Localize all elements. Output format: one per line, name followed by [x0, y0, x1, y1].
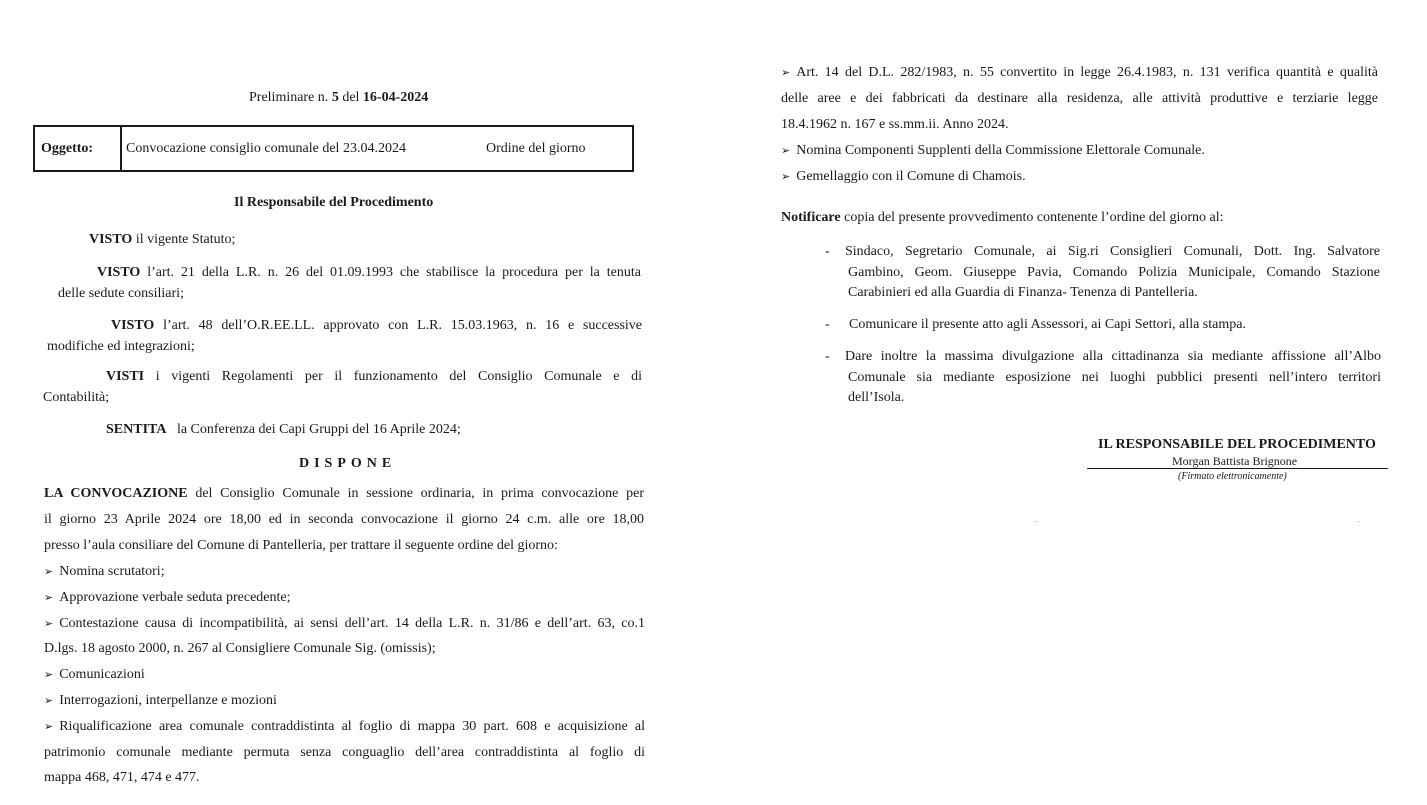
notificare-keyword: Notificare — [781, 210, 841, 225]
oggetto-extra: Ordine del giorno — [486, 141, 586, 156]
list-item: ➢ Approvazione verbale seduta precedente; — [44, 589, 291, 605]
signature-line — [1087, 468, 1388, 469]
visto-text-1: l’art. 21 della L.R. n. 26 del 01.09.1993 che stabilisce la procedura per la tenuta — [140, 265, 641, 280]
convocazione-keyword: LA CONVOCAZIONE — [44, 486, 188, 501]
visto-art21 — [58, 263, 641, 304]
visti-text-2: Contabilità; — [43, 389, 110, 405]
arrow-bullet-icon: ➢ — [44, 565, 54, 578]
sentita-keyword: SENTITA — [106, 422, 167, 437]
signature-title: IL RESPONSABILE DEL PROCEDIMENTO — [1098, 437, 1376, 452]
visto-keyword: VISTO — [97, 265, 141, 280]
recipient-dash: - — [825, 244, 830, 259]
oggetto-text: Convocazione consiglio comunale del 23.04.2024 — [126, 141, 406, 156]
sentita-line — [106, 421, 461, 439]
visto-keyword: VISTO — [111, 318, 155, 333]
convocazione-text-1: del Consiglio Comunale in sessione ordinaria, in prima convocazione per — [187, 486, 644, 501]
arrow-bullet-icon: ➢ — [44, 693, 54, 707]
arrow-bullet-icon: ➢ — [44, 719, 54, 733]
arrow-bullet-icon: ➢ — [44, 590, 54, 604]
dispone-heading: DISPONE — [299, 456, 397, 471]
arrow-bullet-icon: ➢ — [781, 170, 791, 183]
list-item: ➢ Art. 14 del D.L. 282/1983, n. 55 convertito in legge 26.4.1983, n. 131 verifica quantità e qualità — [781, 65, 1378, 80]
list-item: ➢ Nomina scrutatori; — [44, 564, 165, 579]
visto-statuto — [89, 231, 235, 249]
list-item: ➢ Nomina Componenti Supplenti della Commissione Elettorale Comunale. — [781, 143, 1205, 158]
preliminare-label: Preliminare n. — [249, 90, 329, 105]
arrow-bullet-icon: ➢ — [44, 616, 54, 630]
visto-keyword: VISTO — [89, 232, 133, 247]
list-item-continuation: delle aree e dei fabbricati da destinare alla residenza, alle attività produttive e terziarie legge — [781, 91, 1378, 106]
notificare-text: copia del presente provvedimento contenente l’ordine del giorno al: — [840, 210, 1224, 225]
visti-regolamenti — [43, 367, 642, 408]
visto-text-2: delle sedute consiliari; — [58, 285, 184, 301]
preliminare-number: 5 — [331, 90, 339, 105]
convocazione-text-3: presso l’aula consiliare del Comune di Pantelleria, per trattare il seguente ordine del giorno: — [44, 538, 558, 553]
notificare-line — [781, 209, 1224, 227]
scan-dot — [1358, 521, 1359, 522]
list-item: ➢ Gemellaggio con il Comune di Chamois. — [781, 169, 1026, 184]
arrow-bullet-icon: ➢ — [781, 66, 791, 79]
scan-dot — [1036, 521, 1037, 522]
list-item: ➢ Interrogazioni, interpellanze e mozioni — [44, 692, 277, 708]
preliminare-del: del — [342, 90, 360, 105]
list-item: ➢ Riqualificazione area comunale contraddistinta al foglio di mappa 30 part. 608 e acquisizione al — [44, 718, 645, 734]
list-item-continuation: 18.4.1962 n. 167 e ss.mm.ii. Anno 2024. — [781, 117, 1009, 132]
recipient-item: Comunicare il presente atto agli Assessori, ai Capi Settori, alla stampa. — [849, 317, 1246, 332]
convocazione-paragraph — [44, 481, 644, 559]
arrow-bullet-icon: ➢ — [781, 144, 791, 157]
oggetto-box — [33, 125, 634, 172]
recipient-item: Dare inoltre la massima divulgazione alla cittadinanza sia mediante affissione all’Albo Comunale sia mediante esposizione nei luoghi pubblici presenti nell’intero territori dell’Isola. — [845, 349, 1381, 405]
convocazione-text-2: il giorno 23 Aprile 2024 ore 18,00 ed in seconda convocazione il giorno 24 c.m. alle ore 18,00 — [44, 512, 644, 527]
odg-list-left — [44, 559, 645, 791]
visto-art48 — [47, 316, 642, 357]
visti-keyword: VISTI — [106, 369, 145, 384]
visto-text: il vigente Statuto; — [132, 232, 236, 247]
list-item-continuation: patrimonio comunale mediante permuta senza conguaglio dell’area contraddistinta al foglio di — [44, 744, 645, 760]
recipient-item: Sindaco, Segretario Comunale, ai Sig.ri Consiglieri Comunali, Dott. Ing. Salvatore Gambino, Geom. Giuseppe Pavia, Comando Polizia Municipale, Comando Stazione Carabinieri ed alla Guardia di Finanza- Tenenza di Pantelleria. — [845, 244, 1380, 300]
odg-list-right — [781, 60, 1378, 190]
visto-text-2: modifiche ed integrazioni; — [47, 338, 195, 354]
visti-text-1: i vigenti Regolamenti per il funzionamento del Consiglio Comunale e di — [144, 369, 642, 384]
oggetto-divider — [120, 127, 122, 170]
signature-note: (Firmato elettronicamente) — [1178, 471, 1287, 482]
recipient-dash: - — [825, 317, 830, 332]
list-item-continuation: D.lgs. 18 agosto 2000, n. 267 al Consigliere Comunale Sig. (omissis); — [44, 641, 436, 657]
oggetto-label: Oggetto: — [41, 141, 94, 156]
list-item: ➢ Contestazione causa di incompatibilità, ai sensi dell’art. 14 della L.R. n. 31/86 e dell’art. 63, co.1 — [44, 615, 645, 631]
preliminare-date: 16-04-2024 — [362, 90, 429, 105]
arrow-bullet-icon: ➢ — [44, 668, 54, 682]
preliminare-line — [249, 89, 428, 107]
heading-responsabile: Il Responsabile del Procedimento — [234, 195, 434, 210]
visto-text-1: l’art. 48 dell’O.R.EE.LL. approvato con L.R. 15.03.1963, n. 16 e successive — [154, 318, 642, 333]
signature-name: Morgan Battista Brignone — [1172, 454, 1298, 468]
list-item-continuation: mappa 468, 471, 474 e 477. — [44, 770, 200, 786]
sentita-text: la Conferenza dei Capi Gruppi del 16 Aprile 2024; — [166, 422, 461, 437]
recipient-dash: - — [825, 349, 830, 364]
list-item: ➢ Comunicazioni — [44, 667, 145, 683]
